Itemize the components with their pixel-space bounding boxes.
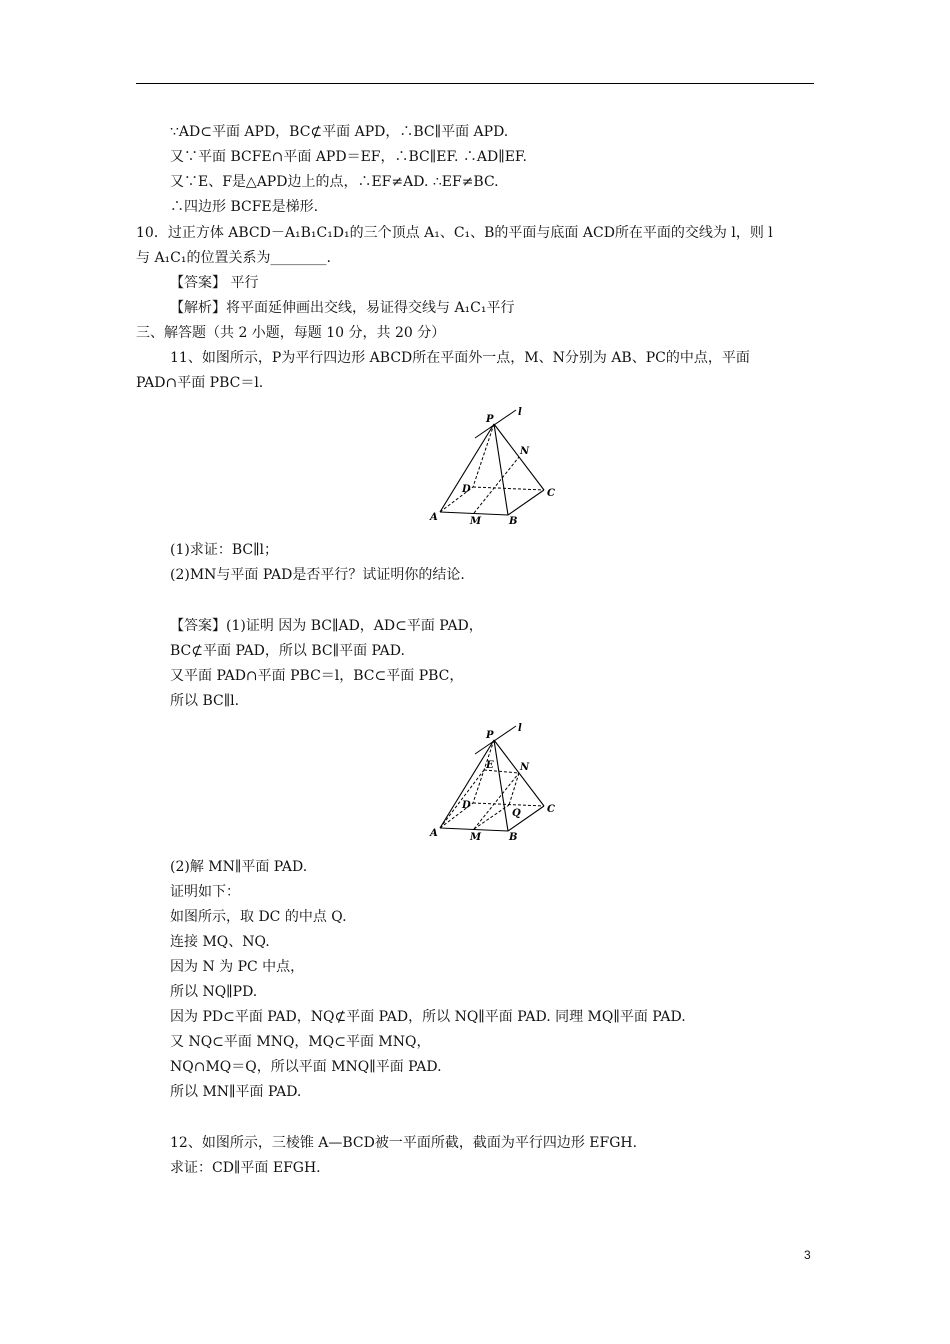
answer-11-line: 【答案】(1)证明 因为 BC∥AD，AD⊂平面 PAD， bbox=[170, 618, 483, 634]
question-11-part2: (2)MN与平面 PAD是否平行？试证明你的结论. bbox=[170, 567, 465, 583]
analysis-10: 【解析】将平面延伸画出交线，易证得交线与 A₁C₁平行 bbox=[170, 300, 515, 316]
question-10-line2: 与 A₁C₁的位置关系为________. bbox=[136, 250, 331, 266]
label-D: D bbox=[462, 484, 471, 495]
question-10-line1: 10．过正方体 ABCD－A₁B₁C₁D₁的三个顶点 A₁、C₁、B的平面与底面 ACD所在平面的交线为 l，则 l bbox=[136, 225, 773, 241]
solution-11-line: 又 NQ⊂平面 MNQ，MQ⊂平面 MNQ， bbox=[170, 1034, 431, 1050]
label-B: B bbox=[509, 516, 518, 527]
question-11-line2: PAD∩平面 PBC＝l. bbox=[136, 375, 264, 391]
answer-11-line: 所以 BC∥l. bbox=[170, 693, 240, 709]
solution-11-line: 所以 MN∥平面 PAD. bbox=[170, 1084, 302, 1100]
solution-11-line: (2)解 MN∥平面 PAD. bbox=[170, 859, 308, 875]
label-Q: Q bbox=[512, 808, 521, 819]
label-N: N bbox=[520, 446, 530, 457]
question-12-line2: 求证：CD∥平面 EFGH. bbox=[170, 1160, 321, 1176]
text-line: ∴四边形 BCFE是梯形. bbox=[170, 199, 319, 215]
label-A: A bbox=[430, 512, 438, 523]
solution-11-line: 因为 PD⊂平面 PAD，NQ⊄平面 PAD，所以 NQ∥平面 PAD. 同理 MQ∥平面 PAD. bbox=[170, 1009, 686, 1025]
solution-11-line: 证明如下： bbox=[170, 884, 240, 900]
question-11-line1: 11、如图所示，P为平行四边形 ABCD所在平面外一点，M、N分别为 AB、PC的中点，平面 bbox=[170, 350, 750, 366]
label-P: P bbox=[486, 730, 494, 741]
label-N: N bbox=[520, 762, 530, 773]
section-heading: 三、解答题（共 2 小题，每题 10 分，共 20 分） bbox=[136, 325, 446, 341]
label-B: B bbox=[509, 832, 518, 843]
solution-11-line: 连接 MQ、NQ. bbox=[170, 934, 270, 950]
pyramid-figure-2 bbox=[420, 718, 570, 846]
solution-11-line: 所以 NQ∥PD. bbox=[170, 984, 258, 1000]
answer-11-line: BC⊄平面 PAD，所以 BC∥平面 PAD. bbox=[170, 643, 405, 659]
text-line: ∵AD⊂平面 APD，BC⊄平面 APD，∴BC∥平面 APD. bbox=[170, 124, 509, 140]
solution-11-line: 如图所示，取 DC 的中点 Q. bbox=[170, 909, 347, 925]
label-l: l bbox=[518, 407, 522, 418]
label-P: P bbox=[486, 414, 494, 425]
solution-11-line: NQ∩MQ＝Q，所以平面 MNQ∥平面 PAD. bbox=[170, 1059, 442, 1075]
answer-11-line: 又平面 PAD∩平面 PBC＝l，BC⊂平面 PBC， bbox=[170, 668, 464, 684]
solution-11-line: 因为 N 为 PC 中点， bbox=[170, 959, 305, 975]
label-l: l bbox=[518, 723, 522, 734]
text-line: 又∵E、F是△APD边上的点，∴EF≠AD. ∴EF≠BC. bbox=[170, 174, 499, 190]
pyramid-figure-1 bbox=[420, 402, 570, 530]
question-12-line1: 12、如图所示，三棱锥 A—BCD被一平面所截，截面为平行四边形 EFGH. bbox=[170, 1135, 638, 1151]
answer-10: 【答案】 平行 bbox=[170, 275, 259, 291]
question-11-part1: (1)求证：BC∥l； bbox=[170, 542, 279, 558]
label-C: C bbox=[547, 488, 555, 499]
page-number: 3 bbox=[804, 1248, 811, 1262]
label-E: E bbox=[486, 760, 494, 771]
header-rule bbox=[136, 83, 814, 84]
label-A: A bbox=[430, 828, 438, 839]
label-D: D bbox=[462, 800, 471, 811]
label-M: M bbox=[470, 832, 482, 843]
text-line: 又∵平面 BCFE∩平面 APD＝EF，∴BC∥EF. ∴AD∥EF. bbox=[170, 149, 527, 165]
label-M: M bbox=[470, 516, 482, 527]
label-C: C bbox=[547, 804, 555, 815]
